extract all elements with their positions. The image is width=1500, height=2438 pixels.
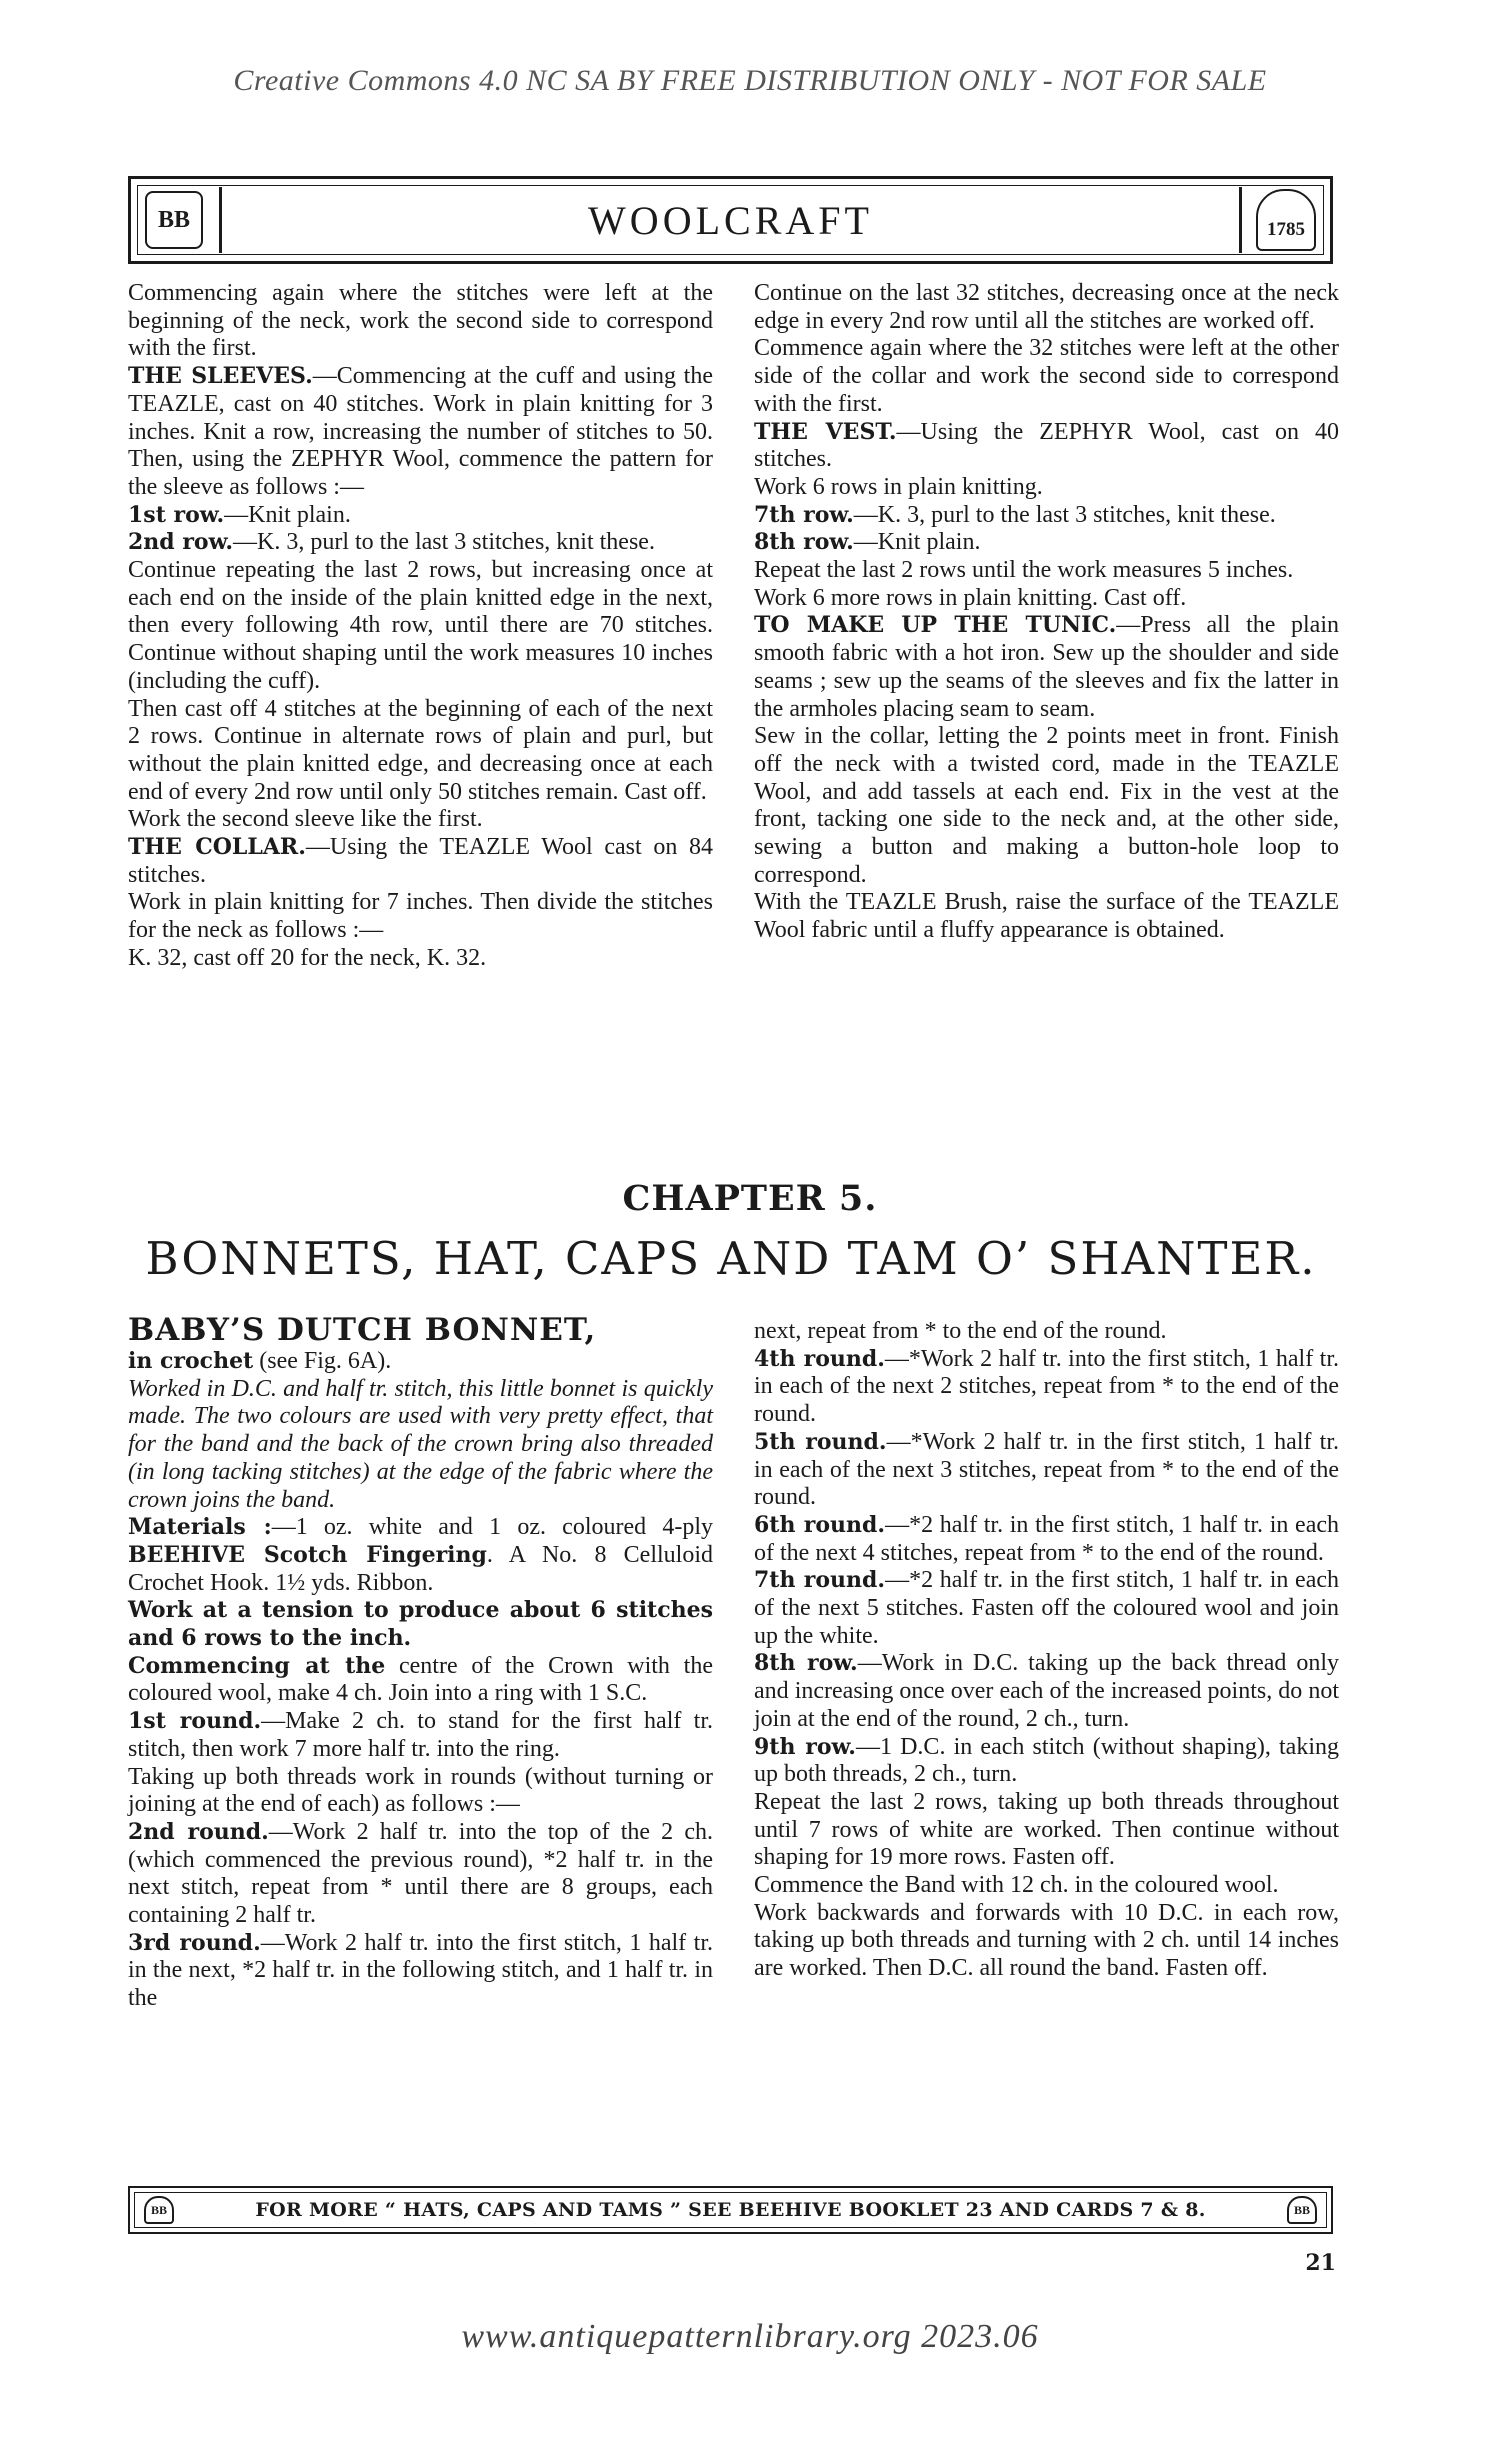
paragraph: Work backwards and forwards with 10 D.C. in each row, taking up both threads and turning with 2 ch. until 14 inches are worked. Then D.C. all round the band. Fasten off. [754, 1899, 1339, 1982]
row-label: 2nd round. [128, 1818, 269, 1845]
figure-reference: (see Fig. 6A). [259, 1348, 392, 1374]
row-label: 1st row. [128, 501, 225, 528]
paragraph: Sew in the collar, letting the 2 points meet in front. Finish off the neck with a twisted cord, made in the TEAZLE Wool, and add tassels at each end. Fix in the vest at the front, tacking one side to the neck and, at the other side, sewing a button and making a button-hole loop to correspond. [754, 723, 1339, 888]
paragraph: Repeat the last 2 rows, taking up both threads throughout until 7 rows of white are worked. Then continue without shaping for 19 more rows. Fasten off. [754, 1788, 1339, 1871]
paragraph: 8th row.—Knit plain. [754, 529, 981, 556]
paragraph: Continue on the last 32 stitches, decreasing once at the neck edge in every 2nd row until all the stitches are worked off. [754, 280, 1339, 334]
paragraph: 6th round.—*2 half tr. in the first stitch, 1 half tr. in each of the next 4 stitches, repeat from * to the end of the round. [754, 1511, 1339, 1566]
section-heading-sleeves: THE SLEEVES. [128, 363, 313, 390]
masthead [128, 176, 1333, 264]
site-watermark: www.antiquepatternlibrary.org 2023.06 [461, 2318, 1039, 2355]
paragraph: K. 32, cast off 20 for the neck, K. 32. [128, 944, 487, 971]
tension-note: Work at a tension to produce about 6 stitches and 6 rows to the inch. [128, 1597, 713, 1652]
paragraph: Taking up both threads work in rounds (without turning or joining at the end of each) as follows :— [128, 1763, 713, 1818]
paragraph: 5th round.—*Work 2 half tr. in the first stitch, 1 half tr. in each of the next 3 stitches, repeat from * to the end of the round. [754, 1428, 1340, 1511]
row-label: 5th round. [754, 1428, 887, 1455]
row-label: 8th row. [754, 529, 854, 556]
paragraph: THE SLEEVES.—Commencing at the cuff and using the TEAZLE, cast on 40 stitches. Work in plain knitting for 3 inches. Knit a row, increasing the number of stitches to 50. Then, using the ZEPHYR Wool, commence the pattern for the sleeve as follows :— [128, 363, 713, 500]
paragraph: Commencing again where the stitches were left at the beginning of the neck, work the second side to correspond with the first. [128, 280, 713, 362]
paragraph: THE VEST.—Using the ZEPHYR Wool, cast on 40 stitches. [754, 418, 1339, 473]
row-label: 7th row. [754, 501, 854, 528]
row-label: 1st round. [128, 1708, 262, 1735]
section-heading-vest: THE VEST. [754, 418, 897, 445]
paragraph: Then cast off 4 stitches at the beginning of each of the next 2 rows. Continue in alternate rows of plain and purl, but without the plain knitted edge, and decreasing once at each end of every 2nd row until only 50 stitches remain. Cast off. [128, 695, 713, 805]
row-label: 8th row. [754, 1650, 858, 1677]
paragraph: Materials :—1 oz. white and 1 oz. coloured 4-ply BEEHIVE Scotch Fingering. A No. 8 Celluloid Crochet Hook. 1½ yds. Ribbon. [128, 1514, 713, 1596]
page-number: 21 [1305, 2250, 1336, 2276]
chapter-title: BONNETS, HAT, CAPS AND TAM O’ SHANTER. [145, 1232, 1317, 1285]
paragraph: Work 6 rows in plain knitting. [754, 473, 1043, 500]
paragraph: 2nd row.—K. 3, purl to the last 3 stitches, knit these. [128, 529, 655, 556]
row-label: 9th row. [754, 1733, 856, 1760]
materials-label: Materials : [128, 1514, 272, 1541]
paragraph: 1st row.—Knit plain. [128, 501, 351, 528]
beehive-1785-logo-icon: 1785 [1256, 189, 1316, 251]
paragraph: 7th row.—K. 3, purl to the last 3 stitches, knit these. [754, 501, 1276, 528]
pattern-subtitle: in crochet [128, 1348, 254, 1374]
pattern-title: BABY’S DUTCH BONNET, [128, 1312, 597, 1348]
column-right-bottom [754, 1318, 1339, 1983]
section-heading-tunic: TO MAKE UP THE TUNIC. [754, 612, 1117, 639]
column-right-top [754, 280, 1339, 945]
paragraph: With the TEAZLE Brush, raise the surface of the TEAZLE Wool fabric until a fluffy appearance is obtained. [754, 889, 1339, 944]
paragraph: Work 6 more rows in plain knitting. Cast off. [754, 584, 1187, 611]
paragraph: Work the second sleeve like the first. [128, 806, 483, 833]
masthead-divider-left [219, 187, 222, 253]
paragraph: 9th row.—1 D.C. in each stitch (without shaping), taking up both threads, 2 ch., turn. [754, 1733, 1339, 1788]
paragraph: Continue repeating the last 2 rows, but increasing once at each end on the inside of the plain knitted edge in the next, then every following 4th row, until there are 70 stitches. Continue without shaping until the work measures 10 inches (including the cuff). [128, 557, 713, 694]
paragraph: next, repeat from * to the end of the round. [754, 1318, 1167, 1344]
footer-text: FOR MORE “ HATS, CAPS AND TAMS ” SEE BEEHIVE BOOKLET 23 AND CARDS 7 & 8. [255, 2199, 1206, 2221]
beehive-logo-icon: BB [145, 191, 203, 249]
beehive-logo-icon: BB [1287, 2196, 1317, 2224]
masthead-title: WOOLCRAFT [588, 197, 873, 243]
paragraph: Commencing at the centre of the Crown with the coloured wool, make 4 ch. Join into a ring with 1 S.C. [128, 1652, 713, 1707]
row-label: 3rd round. [128, 1929, 261, 1956]
paragraph: 3rd round.—Work 2 half tr. into the first stitch, 1 half tr. in the next, *2 half tr. in the following stitch, and 1 half tr. in the [128, 1929, 713, 2012]
paragraph: Commence the Band with 12 ch. in the coloured wool. [754, 1872, 1279, 1899]
row-label: 4th round. [754, 1345, 885, 1372]
paragraph: THE COLLAR.—Using the TEAZLE Wool cast on 84 stitches. [128, 834, 713, 888]
paragraph: 4th round.—*Work 2 half tr. into the first stitch, 1 half tr. in each of the next 2 stitches, repeat from * to the end of the round. [754, 1345, 1339, 1428]
intro-paragraph: Worked in D.C. and half tr. stitch, this little bonnet is quickly made. The two colours are used with very pretty effect, that for the band and the back of the crown bring also threaded (in long tacking stitches) at the edge of the fabric where the crown joins the band. [128, 1375, 713, 1513]
license-watermark: Creative Commons 4.0 NC SA BY FREE DISTRIBUTION ONLY - NOT FOR SALE [233, 64, 1267, 97]
paragraph: Repeat the last 2 rows until the work measures 5 inches. [754, 557, 1294, 584]
paragraph: TO MAKE UP THE TUNIC.—Press all the plain smooth fabric with a hot iron. Sew up the shoulder and side seams ; sew up the seams of the sleeves and fix the latter in the armholes placing seam to seam. [754, 612, 1339, 722]
paragraph: 1st round.—Make 2 ch. to stand for the first half tr. stitch, then work 7 more half tr. into the ring. [128, 1708, 713, 1762]
paragraph: 7th round.—*2 half tr. in the first stitch, 1 half tr. in each of the next 5 stitches. Fasten off the coloured wool and join up the white. [754, 1567, 1339, 1649]
masthead-divider-right [1239, 187, 1242, 253]
commencing-label: Commencing at the [128, 1652, 386, 1679]
paragraph [128, 1348, 713, 1376]
footer-banner [128, 2186, 1333, 2234]
paragraph: Work in plain knitting for 7 inches. Then divide the stitches for the neck as follows :— [128, 889, 713, 944]
paragraph: 8th row.—Work in D.C. taking up the back thread only and increasing once over each of the increased points, do not join at the end of the round, 2 ch., turn. [754, 1650, 1339, 1732]
row-label: 6th round. [754, 1511, 886, 1538]
row-label: 7th round. [754, 1567, 886, 1594]
column-left-top [128, 280, 713, 973]
paragraph: Commence again where the 32 stitches were left at the other side of the collar and work the second side to correspond with the first. [754, 335, 1339, 417]
section-heading-collar: THE COLLAR. [128, 834, 306, 861]
row-label: 2nd row. [128, 529, 233, 556]
chapter-number: CHAPTER 5. [622, 1178, 878, 1219]
beehive-logo-icon: BB [144, 2196, 174, 2224]
brand-name: BEEHIVE Scotch Fingering [128, 1541, 487, 1568]
paragraph: 2nd round.—Work 2 half tr. into the top of the 2 ch. (which commenced the previous round), *2 half tr. in the next stitch, repeat from * until there are 8 groups, each containing 2 half tr. [128, 1818, 713, 1929]
column-left-bottom [128, 1312, 713, 2013]
